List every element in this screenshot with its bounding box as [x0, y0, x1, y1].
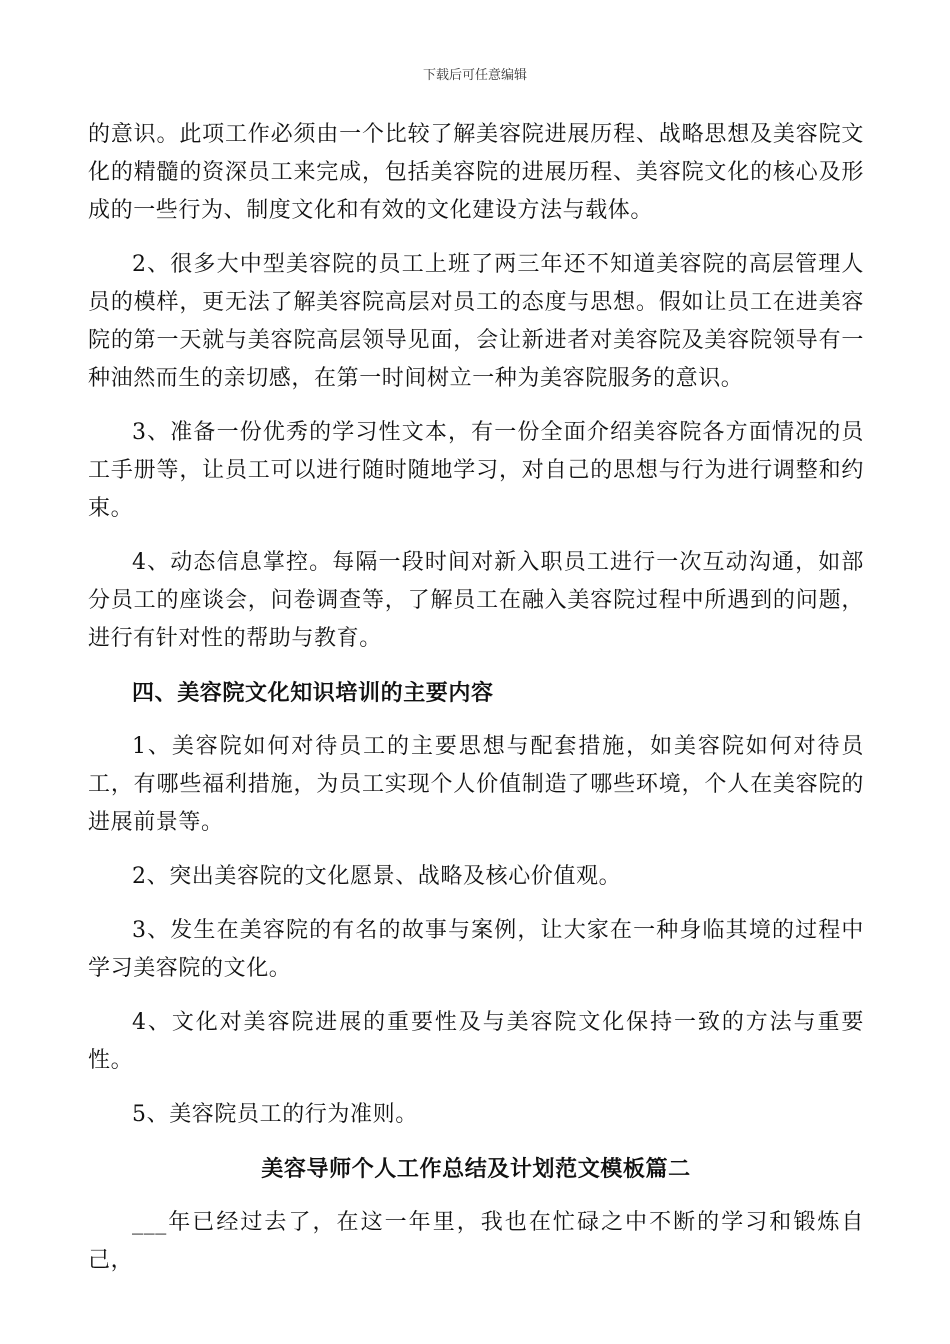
paragraph-item-3: 3、准备一份优秀的学习性文本，有一份全面介绍美容院各方面情况的员工手册等，让员工可以进行随时随地学习，对自己的思想与行为进行调整和约束。	[88, 420, 864, 521]
paragraph-item-2: 2、很多大中型美容院的员工上班了两三年还不知道美容院的高层管理人员的模样，更无法了解美容院高层对员工的态度与思想。假如让员工在进美容院的第一天就与美容院高层领导见面，会让新进者对美容院及美容院领导有一种油然而生的亲切感，在第一时间树立一种为美容院服务的意识。	[88, 252, 864, 391]
content-item-2: 2、突出美容院的文化愿景、战略及核心价值观。	[132, 864, 622, 889]
paragraph-item-4: 4、动态信息掌控。每隔一段时间对新入职员工进行一次互动沟通，如部分员工的座谈会，问卷调查等，了解员工在融入美容院过程中所遇到的问题，进行有针对性的帮助与教育。	[88, 550, 864, 651]
content-item-1: 1、美容院如何对待员工的主要思想与配套措施，如美容院如何对待员工，有哪些福利措施，为员工实现个人价值制造了哪些环境，个人在美容院的进展前景等。	[88, 734, 864, 835]
document-body	[88, 116, 864, 1296]
article-opening-paragraph: ___年已经过去了，在这一年里，我也在忙碌之中不断的学习和锻炼自己，	[88, 1210, 864, 1273]
section-heading: 四、美容院文化知识培训的主要内容	[132, 680, 494, 706]
content-item-3: 3、发生在美容院的有名的故事与案例，让大家在一种身临其境的过程中学习美容院的文化。	[88, 918, 864, 981]
content-item-4: 4、文化对美容院进展的重要性及与美容院文化保持一致的方法与重要性。	[88, 1010, 864, 1073]
download-note: 下载后可任意编辑	[422, 68, 527, 83]
paragraph-continued: 的意识。此项工作必须由一个比较了解美容院进展历程、战略思想及美容院文化的精髓的资深员工来完成，包括美容院的进展历程、美容院文化的核心及形成的一些行为、制度文化和有效的文化建设方法与载体。	[88, 122, 864, 223]
content-item-5: 5、美容院员工的行为准则。	[132, 1102, 418, 1127]
article-title: 美容导师个人工作总结及计划范文模板篇二	[261, 1156, 691, 1182]
